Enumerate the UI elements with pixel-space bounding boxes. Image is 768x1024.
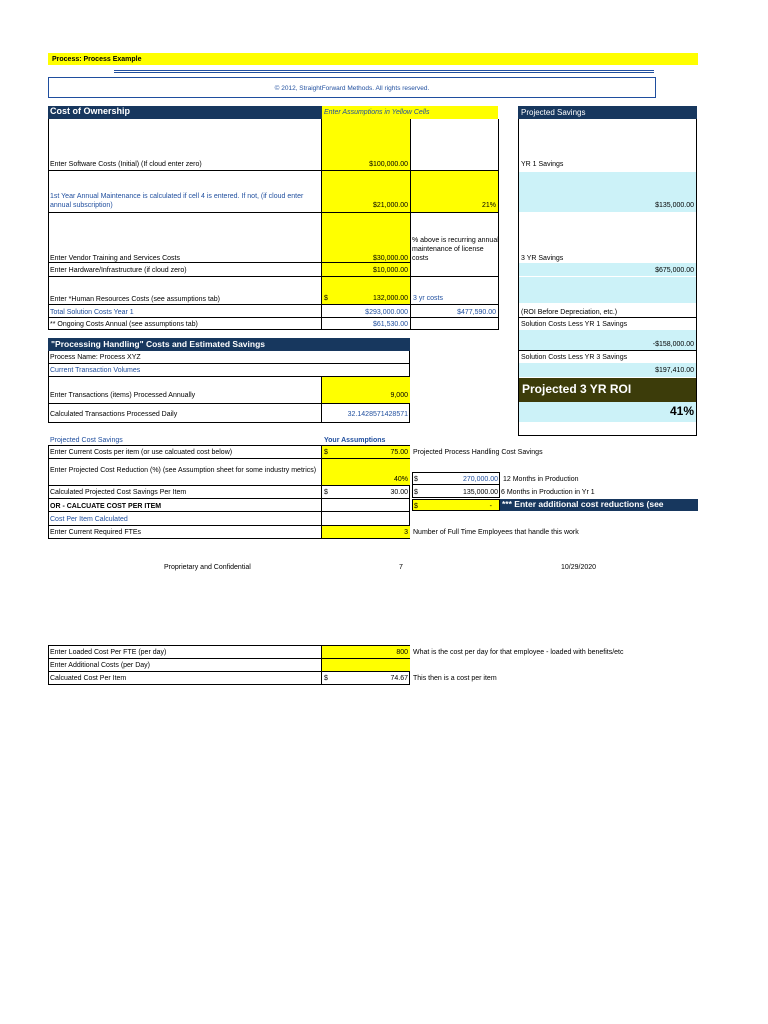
process-name: Process Name: Process XYZ [50, 354, 141, 361]
annual-label: Enter Transactions (items) Processed Annually [50, 392, 196, 399]
additional-cost-cell[interactable] [322, 659, 410, 671]
additional-label: Enter Additional Costs (per Day) [50, 662, 150, 669]
per-item-label: Calculated Projected Cost Savings Per Item [50, 489, 187, 496]
row-line-1 [48, 170, 499, 171]
loaded-note: What is the cost per day for that employee - loaded with benefits/etc [413, 649, 624, 656]
reduction-amount: 270,000.00 [462, 476, 498, 483]
total-3yr-value: $477,590.00 [457, 309, 496, 316]
or-calc-currency: $ [414, 503, 418, 510]
ftes-note: Number of Full Time Employees that handle this work [413, 529, 579, 536]
savings-label: Projected Cost Savings [50, 437, 123, 444]
or-calc-value: - [489, 503, 492, 510]
ongoing-label: ** Ongoing Costs Annual (see assumptions tab) [50, 321, 198, 328]
roi-value: 41% [669, 404, 694, 418]
ftes-value: 3 [404, 529, 408, 536]
processing-title: "Processing Handling" Costs and Estimated Savings [48, 338, 410, 351]
calc-note: This then is a cost per item [413, 675, 497, 682]
training-value: $30,000.00 [372, 255, 408, 262]
hardware-label: Enter Hardware/Infrastructure (if cloud zero) [50, 267, 187, 274]
ongoing-value: $61,530.00 [372, 321, 408, 328]
row-line-4 [48, 276, 499, 277]
ps-line-2 [518, 350, 697, 351]
hr-value: 132,000.00 [372, 295, 408, 302]
sav-line-4 [48, 511, 410, 512]
roi-note-cell [519, 277, 696, 303]
col-divider-2 [410, 119, 411, 330]
ps-line-1 [518, 317, 697, 318]
hardware-value: $10,000.00 [372, 267, 408, 274]
footer-date: 10/29/2020 [561, 564, 597, 571]
annual-value: 9,000 [390, 392, 408, 399]
yr3-savings-value: $675,000.00 [655, 267, 694, 274]
footer-page: 7 [399, 564, 403, 571]
assumptions-note: Enter Assumptions in Yellow Cells [322, 106, 498, 119]
cost-of-ownership-title: Cost of Ownership [48, 106, 322, 119]
reduction-value: 40% [393, 476, 408, 483]
current-cost-value: 75.00 [390, 449, 408, 456]
calc-value: 74.67 [390, 675, 408, 682]
loaded-label: Enter Loaded Cost Per FTE (per day) [50, 649, 167, 656]
proc-line-1 [48, 363, 410, 364]
roi-note: (ROI Before Depreciation, etc.) [521, 309, 618, 316]
current-cost-label: Enter Current Costs per item (or use calcuated cost below) [50, 449, 233, 456]
row-line-5 [48, 304, 499, 305]
proc-line-3 [48, 403, 410, 404]
projected-savings-title: Projected Savings [518, 106, 697, 119]
calc-currency: $ [324, 675, 328, 682]
daily-label: Calculated Transactions Processed Daily [50, 411, 178, 418]
per-item-amount: 135,000.00 [462, 489, 498, 496]
header-double-line [114, 70, 654, 73]
current-cost-currency: $ [324, 449, 328, 456]
maintenance-pct: 21% [481, 202, 496, 209]
footer-left: Proprietary and Confidential [164, 564, 251, 571]
additional-banner: *** Enter additional cost reductions (see [500, 499, 698, 511]
row-line-2 [48, 212, 499, 213]
reduction-note: 12 Months in Production [503, 476, 579, 483]
copyright-text: © 2012, StraightForward Methods. All rights reserved. [274, 85, 430, 92]
hr-label: Enter *Human Resources Costs (see assumptions tab) [50, 296, 221, 303]
per-item-note: 6 Months in Production in Yr 1 [501, 489, 595, 496]
software-label: Enter Software Costs (Initial) (If cloud enter zero) [50, 161, 202, 168]
three-yr-costs: 3 yr costs [413, 295, 443, 302]
less-yr1-label: Solution Costs Less YR 1 Savings [521, 321, 628, 328]
yr1-savings-label: YR 1 Savings [521, 161, 564, 168]
calc-label: Calcuated Cost Per Item [50, 675, 127, 682]
reduction-currency: $ [414, 476, 418, 483]
daily-value: 32.1428571428571 [347, 411, 408, 418]
loaded-value: 800 [396, 649, 408, 656]
yr3-savings-label: 3 YR Savings [521, 255, 564, 262]
roi-title: Projected 3 YR ROI [519, 378, 696, 402]
less-yr3-value: $197,410.00 [655, 367, 694, 374]
sav-line-3 [48, 498, 410, 499]
cost-per-item-calc: Cost Per Item Calculated [50, 516, 128, 523]
your-assumptions: Your Assumptions [324, 437, 386, 444]
per-item-currency: $ [324, 489, 328, 496]
less-yr3-label: Solution Costs Less YR 3 Savings [521, 354, 628, 361]
training-label: Enter Vendor Training and Services Costs [50, 255, 180, 262]
per-item-currency2: $ [414, 489, 418, 496]
hr-currency: $ [324, 295, 328, 302]
pct-note: % above is recurring annual maintenance of license costs [412, 237, 499, 262]
ftes-label: Enter Current Required FTEs [50, 529, 142, 536]
sav-line-2 [48, 485, 410, 486]
total-value: $293,000.000 [365, 309, 408, 316]
row-line-6 [48, 317, 499, 318]
handling-note: Projected Process Handling Cost Savings [413, 449, 543, 456]
software-value: $100,000.00 [369, 161, 408, 168]
process-title: Process: Process Example [48, 53, 698, 65]
less-yr1-value: -$158,000.00 [652, 341, 694, 348]
maintenance-label: 1st Year Annual Maintenance is calculated if cell 4 is entered. If not, (if cloud enter annual subscription) [50, 193, 304, 209]
per-item-value: 30.00 [390, 489, 408, 496]
volumes-label: Current Transaction Volumes [50, 367, 141, 374]
or-calc-label: OR - CALCUATE COST PER ITEM [50, 503, 162, 510]
maintenance-value: $21,000.00 [372, 202, 408, 209]
cpi-line-2 [48, 671, 410, 672]
reduction-label: Enter Projected Cost Reduction (%) (see Assumption sheet for some industry metrics) [50, 467, 317, 474]
total-label: Total Solution Costs Year 1 [50, 309, 134, 316]
yr1-savings-value: $135,000.00 [655, 202, 694, 209]
